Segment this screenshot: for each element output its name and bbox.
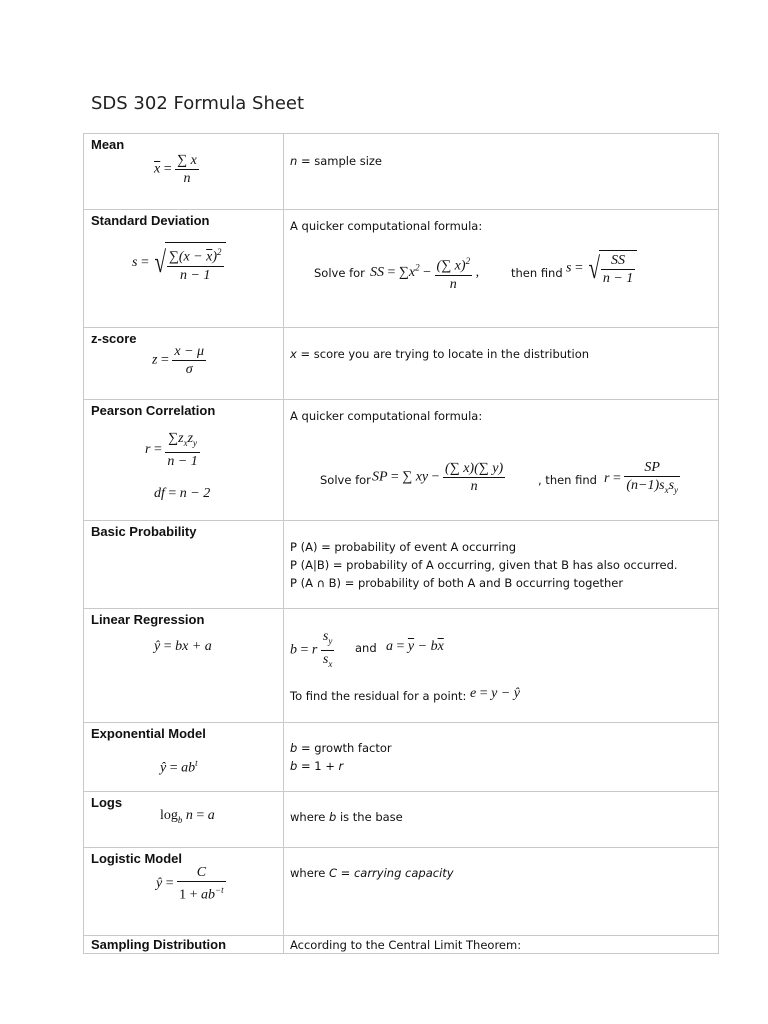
probability-line: P (A|B) = probability of A occurring, given that B has also occurred.	[290, 558, 678, 572]
then-find-label: then find	[511, 266, 563, 280]
intro-text: According to the Central Limit Theorem:	[290, 938, 522, 952]
explanation-text: x = score you are trying to locate in the distribution	[290, 347, 590, 361]
sp-formula: SP = ∑ xy − $\frac{(\sum x)(\sum y)}{n}$	[372, 461, 504, 494]
regression-formula: ŷ = bx + a	[154, 639, 212, 654]
row-heading: Sampling Distribution	[91, 937, 227, 952]
df-formula: df = n − 2	[154, 486, 211, 501]
pearson-formula: r = $\frac{\sum z_xz_y}{n - 1}$	[145, 431, 198, 469]
r-formula: r = $\frac{SP}{(n-1)s_xs_y}$	[604, 460, 679, 495]
mean-formula: $\overline{x}$ = $\frac{\sum x}{n}$	[154, 153, 197, 186]
then-find-label: , then find	[538, 473, 597, 487]
solve-label: Solve for	[320, 473, 371, 487]
and-label: and	[355, 641, 377, 655]
explanation-text: b = 1 + r	[290, 759, 344, 773]
row-heading: Exponential Model	[91, 726, 206, 741]
table-row	[84, 134, 719, 210]
solve-label: Solve for	[314, 266, 365, 280]
explanation-text: b = growth factor	[290, 741, 392, 755]
row-heading: Standard Deviation	[91, 213, 210, 228]
row-heading: Pearson Correlation	[91, 403, 216, 418]
residual-formula: e = y − ŷ	[470, 686, 520, 701]
z-score-formula: z = $\frac{x - \mu}{\sigma}$	[152, 344, 205, 377]
row-heading: Logistic Model	[91, 851, 182, 866]
table-row	[84, 210, 719, 328]
page-title: SDS 302 Formula Sheet	[91, 93, 305, 114]
row-heading: z-score	[91, 331, 137, 346]
explanation-text: where b is the base	[290, 810, 403, 824]
explanation-text: n = sample size	[290, 154, 383, 168]
probability-line: P (A ∩ B) = probability of both A and B occurring together	[290, 576, 624, 590]
slope-formula: b = r $\frac{s_y}{s_x}$	[290, 629, 333, 669]
exponential-formula: ŷ = $ab^t$	[160, 758, 198, 776]
row-heading: Linear Regression	[91, 612, 205, 627]
log-formula: $\log_b n = a$	[160, 808, 215, 825]
ss-formula: SS = $\sum x^2$ − $\frac{(\sum x)^2}{n}$ ,	[370, 253, 479, 293]
intercept-formula: $a = \overline{y} - b\overline{x}$	[386, 639, 444, 654]
right-cell	[284, 134, 719, 210]
probability-line: P (A) = probability of event A occurring	[290, 540, 517, 554]
table-row	[84, 328, 719, 400]
table-row	[84, 400, 719, 521]
residual-label: To find the residual for a point:	[290, 689, 467, 703]
left-cell	[84, 134, 284, 210]
table-row	[84, 723, 719, 792]
intro-text: A quicker computational formula:	[290, 409, 483, 423]
row-heading: Basic Probability	[91, 524, 197, 539]
table-row	[84, 936, 719, 954]
row-heading: Mean	[91, 137, 125, 152]
explanation-text: where C = carrying capacity	[290, 866, 454, 880]
table-row	[84, 609, 719, 723]
formula-table	[83, 133, 719, 954]
s-formula: s = √ $\frac{SS}{n - 1}$	[566, 250, 637, 287]
table-row	[84, 848, 719, 936]
table-row	[84, 521, 719, 609]
std-dev-formula: s = √ $\frac{\sum(x - \overline{x})^2}{n - 1}$	[132, 242, 226, 284]
row-heading: Logs	[91, 795, 123, 810]
table-row	[84, 792, 719, 848]
logistic-formula: ŷ = $\frac{C}{1 + ab^{-t}}$	[156, 865, 224, 903]
intro-text: A quicker computational formula:	[290, 219, 483, 233]
